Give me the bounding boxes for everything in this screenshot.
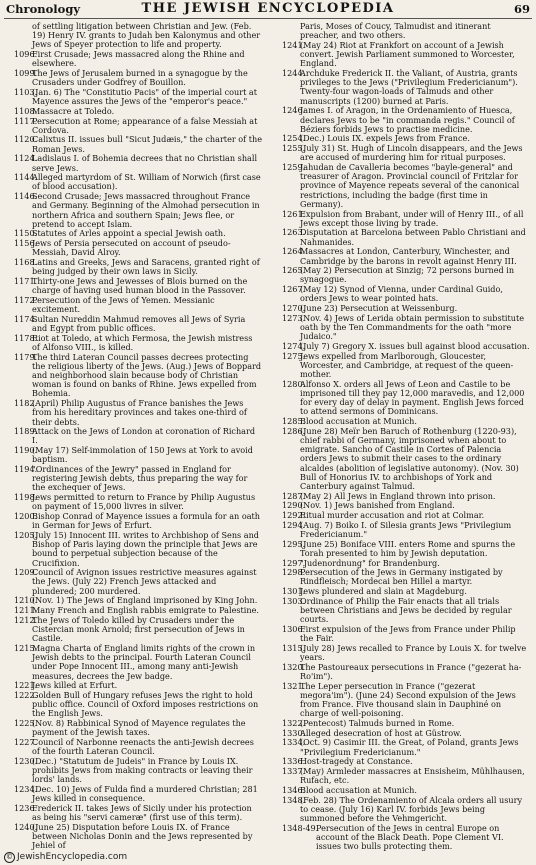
entry-text: Persecution of the Jews in Germany instigated by Rindfleisch; Mordecai ben Hillel a martyr. bbox=[300, 567, 503, 587]
chronology-entry bbox=[14, 399, 262, 427]
chronology-entry bbox=[282, 568, 530, 586]
entry-text: Disputation at Barcelona between Pablo Christiani and Nahmanides. bbox=[300, 227, 526, 247]
chronology-entry bbox=[282, 597, 530, 625]
running-head-title: THE JEWISH ENCYCLOPEDIA bbox=[141, 1, 395, 16]
chronology-entry bbox=[14, 50, 262, 68]
entry-text: Thirty-one Jews and Jewesses of Blois burned on the charge of having used human blood in the Passover. bbox=[32, 275, 248, 296]
entry-text: First expulsion of the Jews from France under Philip the Fair. bbox=[300, 624, 516, 644]
chronology-entry bbox=[14, 315, 262, 333]
entry-text: (June 25) Boniface VIII. enters Rome and spurns the Torah presented to him by Jewish deputation. bbox=[300, 538, 516, 558]
entry-text: Alfonso X. orders all Jews of Leon and Castile to be imprisoned till they pay 12,000 maravedis, and 12,000 for every day of delay in payment. English Jews forced to attend sermons of Dominicans. bbox=[300, 378, 525, 417]
chronology-entry bbox=[282, 644, 530, 662]
page-number: 69 bbox=[513, 2, 530, 16]
entry-text: (Nov. 4) Jews of Lerida obtain permission to substitute oath by the Ten Commandments for the oath "more Judaico." bbox=[300, 312, 524, 342]
entry-year: 1346. bbox=[282, 784, 306, 795]
entry-year: 1194. bbox=[14, 464, 38, 475]
entry-text: of settling litigation between Christian and Jew. (Feb. 19) Henry IV. grants to Judah ben Kalonymus and other Jews of Speyer protection to life and property. bbox=[32, 21, 261, 50]
entry-year: 1321. bbox=[282, 680, 306, 691]
entry-year: 1212. bbox=[14, 614, 38, 625]
chronology-entry bbox=[14, 512, 262, 530]
entry-text: (Nov. 1) Jews banished from England. bbox=[300, 500, 455, 511]
chronology-entry bbox=[14, 277, 262, 295]
left-column bbox=[14, 22, 262, 854]
entry-text: Bishop Conrad of Mayence issues a formula for an oath in German for Jews of Erfurt. bbox=[32, 511, 261, 531]
entry-text: Jews permitted to return to France by Philip Augustus on payment of 15,000 livres in silver. bbox=[32, 492, 256, 512]
entry-year: 1209. bbox=[14, 567, 38, 578]
chronology-entry bbox=[282, 540, 530, 558]
chronology-entry bbox=[282, 824, 530, 852]
entry-text: (June 25) Disputation before Louis IX. of France between Nicholas Donin and the Jews represented by Jehiel of bbox=[32, 821, 253, 851]
copyright-icon: © bbox=[6, 853, 13, 861]
chronology-entry bbox=[14, 258, 262, 276]
chronology-entry bbox=[282, 682, 530, 719]
entry-text: Jews killed at Erfurt. bbox=[32, 680, 118, 691]
entry-year: 1280. bbox=[282, 378, 306, 389]
entry-year: 1294. bbox=[282, 519, 306, 530]
entry-year: 1337. bbox=[282, 766, 306, 777]
site-footer[interactable] bbox=[4, 852, 127, 863]
entry-text: (July 7) Gregory X. issues bull against blood accusation. bbox=[300, 340, 530, 351]
entry-text: Frederick II. takes Jews of Sicily under his protection as being his "servi cameræ" (first use of this term). bbox=[32, 802, 252, 823]
entry-text: (Dec.) "Statutum de Judeis" in France by Louis IX. prohibits Jews from making contracts or leaving their lords' lands. bbox=[32, 755, 253, 785]
chronology-entry bbox=[14, 239, 262, 257]
right-column bbox=[282, 22, 530, 854]
entry-year: 1270. bbox=[282, 303, 306, 314]
entry-year: 1103. bbox=[14, 86, 38, 97]
chronology-entry bbox=[282, 625, 530, 643]
entry-year: 1320. bbox=[282, 661, 306, 672]
entry-text: (June 28) Meïr ben Baruch of Rothenburg (1220-93), chief rabbi of Germany, imprisoned when about to emigrate. Sancho of Castile in Cortes of Palencia orders Jews to submit their cases to the ordinary alcaldes (abolition of legislative autonomy). (Nov. 30) Bull of Honorius IV. to archbishops of York and Canterbury against Talmud. bbox=[300, 425, 519, 491]
entry-year: 1236. bbox=[14, 802, 38, 813]
entry-year: 1179. bbox=[14, 351, 38, 362]
entry-text: First Crusade; Jews massacred along the Rhine and elsewhere. bbox=[32, 49, 245, 69]
chronology-entry bbox=[14, 738, 262, 756]
chronology-entry bbox=[14, 192, 262, 229]
entry-text: Jahudan de Cavalleria becomes "bayle-general" and treasurer of Aragon. Provincial council of Fritzlar for province of Mayence repeats several of the canonical restrictions, including the badge (first time in Germany). bbox=[300, 162, 520, 209]
entry-year: 1306. bbox=[282, 624, 306, 634]
entry-text: Council of Narbonne reenacts the anti-Jewish decrees of the fourth Lateran Council. bbox=[32, 736, 254, 757]
entry-text: Golden Bull of Hungary refuses Jews the right to hold public office. Council of Oxford imposes restrictions on the English Jews. bbox=[32, 689, 259, 719]
chronology-entry bbox=[282, 266, 530, 284]
chronology-entry bbox=[282, 663, 530, 681]
chronology-entry bbox=[282, 106, 530, 134]
entry-year: 1168. bbox=[14, 257, 38, 268]
entry-year: 1246. bbox=[282, 105, 306, 116]
chronology-entry bbox=[14, 616, 262, 644]
entry-text: (Nov. 8) Rabbinical Synod of Mayence regulates the payment of the Jewish taxes. bbox=[32, 718, 246, 738]
entry-year: 1178. bbox=[14, 332, 38, 343]
chronology-entry bbox=[14, 644, 262, 681]
entry-year: 1230. bbox=[14, 755, 38, 766]
chronology-entry bbox=[282, 796, 530, 824]
entry-text: Jews of Persia persecuted on account of pseudo-Messiah, David Alroy. bbox=[32, 238, 231, 258]
entry-year: 1146. bbox=[14, 191, 38, 202]
entry-year: 1096. bbox=[14, 49, 38, 60]
entry-text: Statutes of Arles appoint a special Jewish oath. bbox=[32, 228, 226, 239]
entry-year: 1297. bbox=[282, 557, 306, 568]
entry-year: 1108. bbox=[14, 105, 38, 116]
chronology-entry bbox=[282, 314, 530, 342]
entry-year: 1200. bbox=[14, 511, 38, 522]
entry-text: Massacres at London, Canterbury, Winchester, and Cambridge by the barons in revolt against Henry III. bbox=[300, 246, 517, 266]
chronology-entry bbox=[282, 285, 530, 303]
entry-text: (Dec. 10) Jews of Fulda find a murdered Christian; 281 Jews killed in consequence. bbox=[32, 783, 258, 804]
entry-text: (July 15) Innocent III. writes to Archbishop of Sens and Bishop of Paris laying down the principle that Jews are bound to perpetual subjection because of the Crucifixion. bbox=[32, 529, 259, 568]
entry-text: The Leper persecution in France ("gezerat megora'im"). (June 24) Second expulsion of the Jews from France. Five thousand slain in Dauphiné on charge of well-poisoning. bbox=[300, 680, 516, 719]
chronology-entry bbox=[282, 380, 530, 417]
entry-text: (Dec.) Louis IX. expels Jews from France. bbox=[300, 133, 470, 144]
entry-year: 1222. bbox=[14, 689, 38, 700]
entry-year: 1225. bbox=[14, 718, 38, 729]
entry-text: (July 28) Jews recalled to France by Louis X. for twelve years. bbox=[300, 642, 527, 663]
entry-text: Second Crusade; Jews massacred throughout France and Germany. Beginning of the Almohad persecution in northern Africa and southern Spain; Jews flee, or pretend to accept Islam. bbox=[32, 191, 260, 229]
chronology-entry bbox=[282, 352, 530, 380]
entry-year: 1205. bbox=[14, 529, 38, 540]
entry-text: Ordinance of Philip the Fair enacts that all trials between Christians and Jews be decided by regular courts. bbox=[300, 595, 512, 625]
entry-year: 1259. bbox=[282, 162, 306, 173]
chronology-entry bbox=[282, 144, 530, 162]
chronology-entry bbox=[282, 228, 530, 246]
chronology-entry bbox=[14, 154, 262, 172]
entry-text: (June 23) Persecution at Weissenburg. bbox=[300, 303, 458, 314]
entry-year: 1275. bbox=[282, 350, 306, 361]
entry-text: Persecution of the Jews in central Europe on account of the Black Death. Pope Clement VI. issues two bulls protecting them. bbox=[316, 822, 504, 852]
entry-year: 1227. bbox=[14, 736, 38, 747]
entry-text: "Judenordnung" for Brandenburg. bbox=[300, 557, 440, 568]
entry-year: 1348-49. bbox=[282, 822, 319, 833]
entry-year: 1211. bbox=[14, 605, 38, 616]
entry-year: 1221. bbox=[14, 680, 38, 691]
chronology-entry bbox=[14, 531, 262, 568]
entry-text: (Aug. 7) Boiko I. of Silesia grants Jews "Privilegium Fredericianum." bbox=[300, 519, 512, 539]
entry-year: 1303. bbox=[282, 595, 306, 606]
entry-year: 1336. bbox=[282, 756, 306, 767]
chronology-entry bbox=[282, 767, 530, 785]
entry-year: 1150. bbox=[14, 228, 38, 239]
entry-year: 1240. bbox=[14, 821, 38, 832]
entry-year: 1261. bbox=[282, 208, 306, 219]
running-head-left: Chronology bbox=[6, 2, 81, 16]
entry-year: 1265. bbox=[282, 265, 306, 276]
entry-year: 1273. bbox=[282, 312, 306, 323]
chronology-entry bbox=[282, 22, 530, 40]
entry-text: Blood accusation at Munich. bbox=[300, 416, 417, 427]
chronology-entry bbox=[14, 88, 262, 106]
entry-text: Host-tragedy at Constance. bbox=[300, 756, 413, 767]
entry-text: (Pentecost) Talmuds burned in Rome. bbox=[300, 718, 455, 729]
entry-year: 1120. bbox=[14, 134, 38, 145]
entry-text: Alleged desecration of host at Güstrow. bbox=[300, 727, 462, 738]
entry-text: James I. of Aragon, in the Ordenamiento of Huesca, declares Jews to be "in commanda regis." Council of Béziers forbids Jews to practise medicine. bbox=[300, 105, 515, 134]
entry-year: 1182. bbox=[14, 398, 38, 409]
chronology-entry bbox=[14, 568, 262, 596]
chronology-entry bbox=[14, 69, 262, 87]
entry-text: The Jews of Jerusalem burned in a synagogue by the Crusaders under Godfrey of Bouillon. bbox=[32, 68, 248, 88]
chronology-entry bbox=[14, 446, 262, 464]
entry-year: 1287. bbox=[282, 490, 306, 501]
entry-year: 1315. bbox=[282, 642, 306, 653]
entry-text: Archduke Frederick II. the Valiant, of Austria, grants privileges to the Jews ("Privilegium Fredericianum"). Twenty-four wagon-loads of Talmuds and other manuscripts (1200) burned at Paris. bbox=[300, 68, 518, 106]
entry-year: 1189. bbox=[14, 426, 38, 437]
entry-year: 1198. bbox=[14, 492, 38, 503]
entry-year: 1210. bbox=[14, 595, 38, 606]
page-header bbox=[0, 0, 536, 18]
chronology-entry bbox=[14, 493, 262, 511]
chronology-entry bbox=[14, 719, 262, 737]
chronology-entry bbox=[14, 173, 262, 191]
entry-year: 1290. bbox=[282, 500, 306, 511]
entry-year: 1190. bbox=[14, 445, 38, 456]
entry-year: 1285. bbox=[282, 416, 306, 427]
entry-text: Calixtus II. issues bull "Sicut Judæis," the charter of the Roman Jews. bbox=[32, 134, 262, 154]
chronology-entry bbox=[282, 163, 530, 209]
entry-text: (May 2) Persecution at Sinzig; 72 persons burned in synagogue. bbox=[300, 265, 515, 285]
entry-text: (May) Armleder massacres at Ensisheim, Mühlhausen, Rufach, etc. bbox=[300, 766, 525, 786]
entry-text: Magna Charta of England limits rights of the crown in Jewish debts to the principal. Fourth Lateran Council under Pope Innocent III., among many anti-Jewish measures, decrees the Jew badge. bbox=[32, 642, 256, 681]
entry-year: 1264. bbox=[282, 246, 306, 257]
chronology-entry bbox=[14, 353, 262, 399]
entry-year: 1241. bbox=[282, 39, 306, 50]
entry-year: 1267. bbox=[282, 284, 306, 295]
entry-year: 1295. bbox=[282, 538, 306, 549]
chronology-entry bbox=[14, 117, 262, 135]
entry-text: Persecution of the Jews of Yemen. Messianic excitement. bbox=[32, 294, 215, 315]
header-rule bbox=[4, 18, 532, 19]
chronology-entry bbox=[14, 823, 262, 851]
entry-text: (Nov. 1) The Jews of England imprisoned by King John. bbox=[32, 595, 258, 606]
entry-text: Paris, Moses of Coucy, Talmudist and itinerant preacher, and two others. bbox=[300, 21, 491, 41]
entry-text: Riot at Toledo, at which Fermosa, the Jewish mistress of Alfonso VIII., is killed. bbox=[32, 332, 253, 352]
entry-year: 1171. bbox=[14, 275, 38, 286]
entry-year: 1117. bbox=[14, 115, 38, 126]
entry-text: Ladislaus I. of Bohemia decrees that no Christian shall serve Jews. bbox=[32, 153, 258, 173]
chronology-entry bbox=[14, 135, 262, 153]
entry-text: Ritual murder accusation and riot at Colmar. bbox=[300, 510, 485, 521]
entry-year: 1234. bbox=[14, 783, 38, 794]
chronology-entry bbox=[282, 738, 530, 756]
entry-year: 1156. bbox=[14, 238, 38, 249]
chronology-entry bbox=[14, 296, 262, 314]
entry-year: 1292. bbox=[282, 510, 306, 521]
entry-text: (Jan. 6) The "Constitutio Pacis" of the imperial court at Mayence assures the Jews of the "emperor's peace." bbox=[32, 86, 258, 107]
entry-year: 1144. bbox=[14, 172, 38, 183]
entry-text: Latins and Greeks, Jews and Saracens, granted right of being judged by their own laws in Sicily. bbox=[32, 257, 260, 277]
entry-text: (April) Philip Augustus of France banishes the Jews from his hereditary provinces and takes one-third of their debts. bbox=[32, 398, 247, 427]
chronology-entry bbox=[282, 69, 530, 106]
entry-year: 1286. bbox=[282, 425, 306, 436]
entry-text: (May 24) Riot at Frankfort on account of a Jewish convert. Jewish Parliament summoned to Worcester, England. bbox=[300, 39, 515, 69]
entry-text: Persecution at Rome; appearance of a false Messiah at Cordova. bbox=[32, 115, 258, 135]
entry-text: (July 31) St. Hugh of Lincoln disappears, and the Jews are accused of murdering him for ritual purposes. bbox=[300, 143, 523, 163]
entry-text: (May 2) All Jews in England thrown into prison. bbox=[300, 490, 496, 501]
entry-year: 1255. bbox=[282, 143, 306, 154]
entry-text: Blood accusation at Munich. bbox=[300, 784, 417, 795]
entry-text: Sultan Nureddin Mahmud removes all Jews of Syria and Egypt from public offices. bbox=[32, 313, 246, 333]
entry-text: Jews expelled from Marlborough, Gloucester, Worcester, and Cambridge, at request of the queen-mother. bbox=[300, 350, 514, 380]
entry-text: The Pastoureaux persecutions in France ("gezerat ha-Ro'im"). bbox=[300, 661, 522, 682]
entry-year: 1099. bbox=[14, 68, 38, 79]
entry-text: Alleged martyrdom of St. William of Norwich (first case of blood accusation). bbox=[32, 172, 261, 192]
chronology-entry bbox=[14, 22, 262, 50]
entry-text: The third Lateran Council passes decrees protecting the religious liberty of the Jews. (Aug.) Jews of Boppard and neighborhood slain because body of Christian woman is found on banks of Rhine. Jews expelled from Bohemia. bbox=[32, 351, 262, 399]
chronology-entry bbox=[14, 334, 262, 352]
chronology-entry bbox=[14, 804, 262, 822]
entry-text: "Ordinances of the Jewry" passed in England for registering Jewish debts, thus preparing the way for the exchequer of Jews. bbox=[32, 464, 248, 493]
entry-year: 1263. bbox=[282, 227, 306, 238]
entry-text: The Jews of Toledo killed by Crusaders under the Cistercian monk Arnold; first persecution of Jews in Castile. bbox=[32, 614, 245, 644]
entry-text: Jews plundered and slain at Magdeburg. bbox=[300, 586, 467, 597]
chronology-entry bbox=[282, 427, 530, 491]
entry-text: Council of Avignon issues restrictive measures against the Jews. (July 22) French Jews attacked and plundered; 200 murdered. bbox=[32, 567, 257, 596]
entry-text: Many French and English rabbis emigrate to Palestine. bbox=[32, 605, 259, 616]
entry-year: 1174. bbox=[14, 313, 38, 324]
entry-text: Attack on the Jews of London at coronation of Richard I. bbox=[32, 426, 256, 446]
entry-year: 1298. bbox=[282, 567, 306, 578]
chronology-entry bbox=[282, 247, 530, 265]
entry-year: 1215. bbox=[14, 642, 38, 653]
chronology-entry bbox=[282, 521, 530, 539]
entry-year: 1322. bbox=[282, 718, 306, 729]
entry-text: (May 12) Synod of Vienna, under Cardinal Guido, orders Jews to wear pointed hats. bbox=[300, 284, 503, 304]
entry-year: 1274. bbox=[282, 340, 306, 351]
entry-year: 1301. bbox=[282, 586, 306, 597]
chronology-entry bbox=[14, 427, 262, 445]
entry-text: Expulsion from Brabant, under will of Henry III., of all Jews except those living by trade. bbox=[300, 208, 524, 228]
chronology-entry bbox=[282, 41, 530, 69]
chronology-entry bbox=[14, 465, 262, 493]
chronology-entry bbox=[14, 691, 262, 719]
entry-text: (May 17) Self-immolation of 150 Jews at York to avoid baptism. bbox=[32, 445, 253, 465]
entry-text: Massacre at Toledo. bbox=[32, 105, 115, 116]
chronology-entry bbox=[14, 757, 262, 785]
entry-text: (Feb. 28) The Ordenamiento of Alcala orders all usury to cease. (July 16) Karl IV. forbids Jews being summoned before the Vehmgericht. bbox=[300, 794, 523, 824]
footer-text: JewishEncyclopedia.com bbox=[17, 852, 128, 862]
chronology-entry bbox=[282, 210, 530, 228]
chronology-entry bbox=[14, 785, 262, 803]
entry-year: 1348. bbox=[282, 794, 306, 805]
entry-year: 1334. bbox=[282, 737, 306, 748]
entry-year: 1330. bbox=[282, 727, 306, 738]
entry-year: 1254. bbox=[282, 133, 306, 144]
entry-year: 1124. bbox=[14, 153, 38, 164]
entry-year: 1244. bbox=[282, 68, 306, 79]
entry-year: 1172. bbox=[14, 294, 38, 305]
entry-text: (Oct. 9) Casimir III. the Great, of Poland, grants Jews "Privilegium Fredericianum." bbox=[300, 737, 519, 757]
